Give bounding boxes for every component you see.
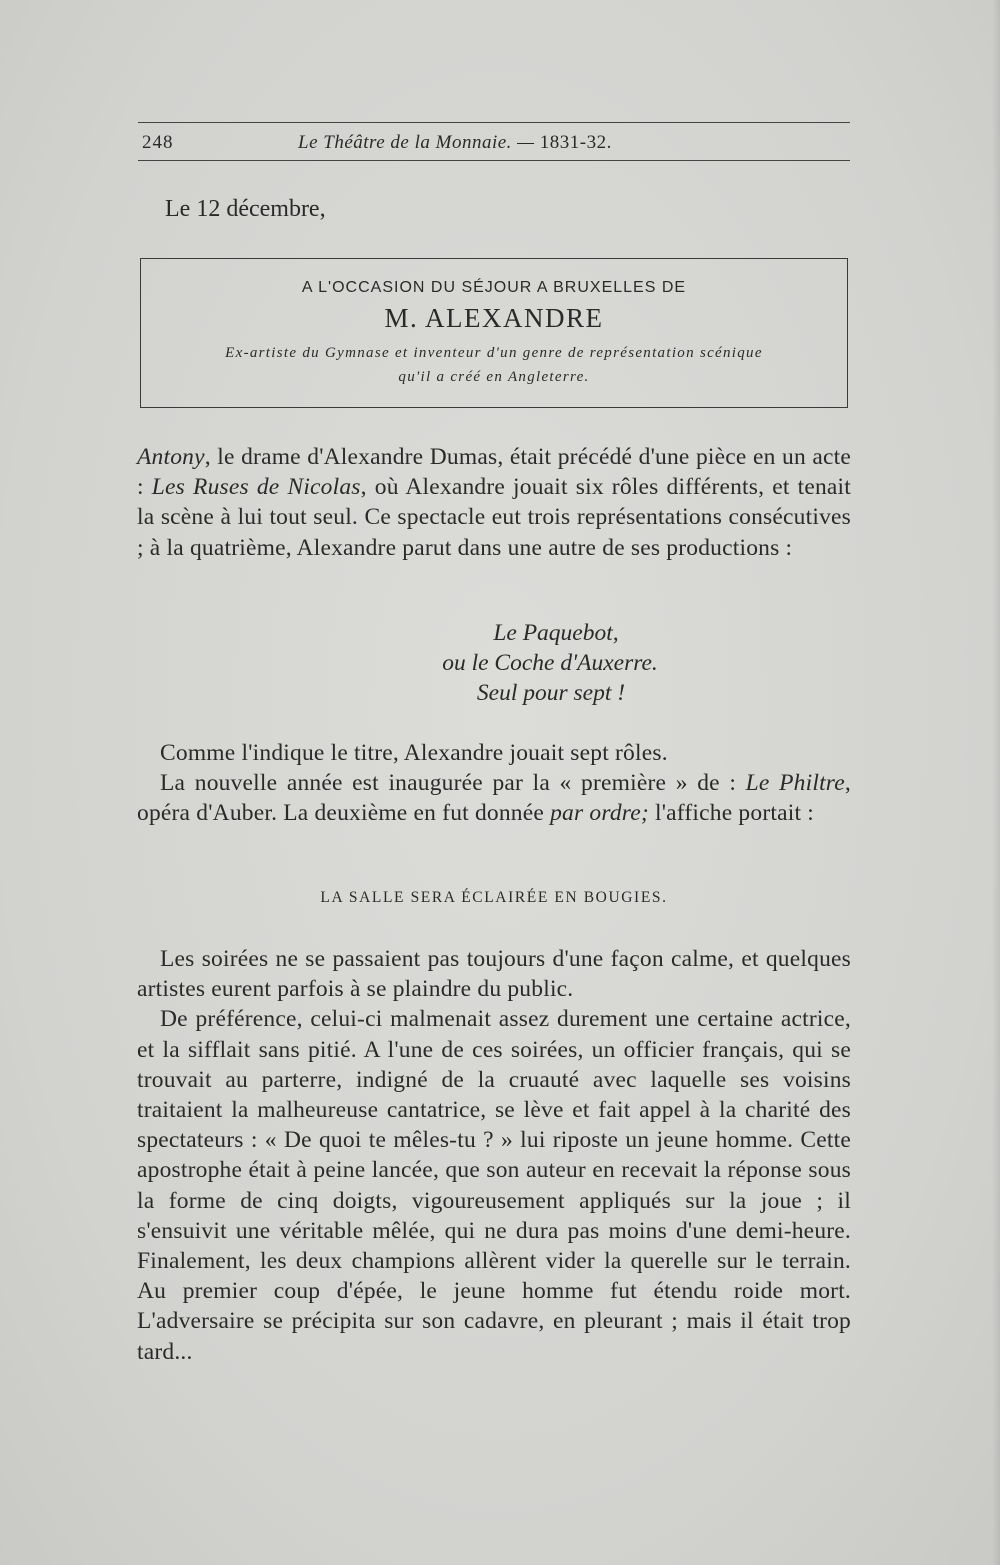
text-span: , le drame d'Alexandre Dumas, était précédé d'une pièce en un acte : — [137, 444, 851, 501]
emphasis-par-ordre: par ordre; — [550, 800, 649, 827]
notice-description — [151, 341, 837, 389]
playbill-bougies-notice: LA SALLE SERA ÉCLAIRÉE EN BOUGIES. — [320, 889, 668, 906]
running-title-text: Le Théâtre de la Monnaie. — — [298, 132, 535, 153]
paragraph: De préférence, celui-ci malmenait assez durement une certaine actrice, et la sifflait sans pitié. A l'une de ces soirées, un officier français, qui se trouvait au parterre, indigné de la cruauté avec laquelle ses voisins traitaient la malheureuse cantatrice, se lève et fait appel à la charité des spectateurs : « De quoi te mêles-tu ? » lui riposte un jeune homme. Cette apostrophe était à peine lancée, que son auteur en recevait la réponse sous la forme de cinq doigts, vigoureusement appliqués sur la joue ; il s'ensuivit une véritable mêlée, qui ne dura pas moins d'une demi-heure. Finalement, les deux champions allèrent vider la querelle sur le terrain. Au premier coup d'épée, le jeune homme fut étendu roide mort. L'adversaire se précipita sur son cadavre, en pleurant ; mais il était trop tard... — [137, 1006, 851, 1365]
title-ruses: Les Ruses de Nicolas — [151, 474, 361, 501]
notice-intro: A L'OCCASION DU SÉJOUR A BRUXELLES DE — [301, 279, 687, 296]
paragraph — [137, 768, 851, 828]
title-antony: Antony — [137, 444, 205, 470]
running-title-dates: 1831-32. — [539, 132, 612, 153]
paragraph: Les soirées ne se passaient pas toujours d'une façon calme, et quelques artistes eurent parfois à se plaindre du public. — [137, 946, 851, 1003]
verse-line: Seul pour sept ! — [476, 680, 626, 707]
verse-line: Le Paquebot, — [493, 620, 619, 646]
header-rule-top — [138, 122, 850, 123]
running-title — [298, 132, 612, 154]
paragraph: Comme l'indique le titre, Alexandre jouait sept rôles. — [160, 740, 668, 766]
running-header — [138, 128, 850, 158]
notice-description-line2: qu'il a créé en Angleterre. — [398, 369, 590, 385]
paragraph-soirees — [137, 944, 851, 1367]
text-span: , opéra d'Auber. La deuxième en fut donnée — [137, 770, 851, 827]
text-span: , où Alexandre jouait six rôles différents, et tenait la scène à lui tout seul. Ce spectacle eut trois représentations consécutives ; à la quatrième, Alexandre parut dans une autre de ses productions : — [137, 474, 851, 561]
play-title-verse — [137, 618, 851, 709]
paragraph-antony — [137, 442, 851, 563]
playbill-notice-box — [140, 258, 848, 408]
verse-line: ou le Coche d'Auxerre. — [442, 650, 658, 677]
notice-performer-name: M. ALEXANDRE — [384, 303, 604, 333]
header-rule-bottom — [138, 160, 850, 161]
notice-description-line1: Ex-artiste du Gymnase et inventeur d'un genre de représentation scénique — [225, 345, 763, 361]
text-span: l'affiche portait : — [648, 800, 814, 827]
title-philtre: Le Philtre — [745, 770, 845, 797]
page-edge-shadow — [992, 0, 1000, 1565]
paragraph — [137, 442, 851, 563]
page-number: 248 — [142, 132, 174, 153]
text-span: La nouvelle année est inaugurée par la « première » de : — [160, 770, 746, 797]
paragraph-new-year — [137, 738, 851, 829]
dateline: Le 12 décembre, — [165, 196, 326, 222]
